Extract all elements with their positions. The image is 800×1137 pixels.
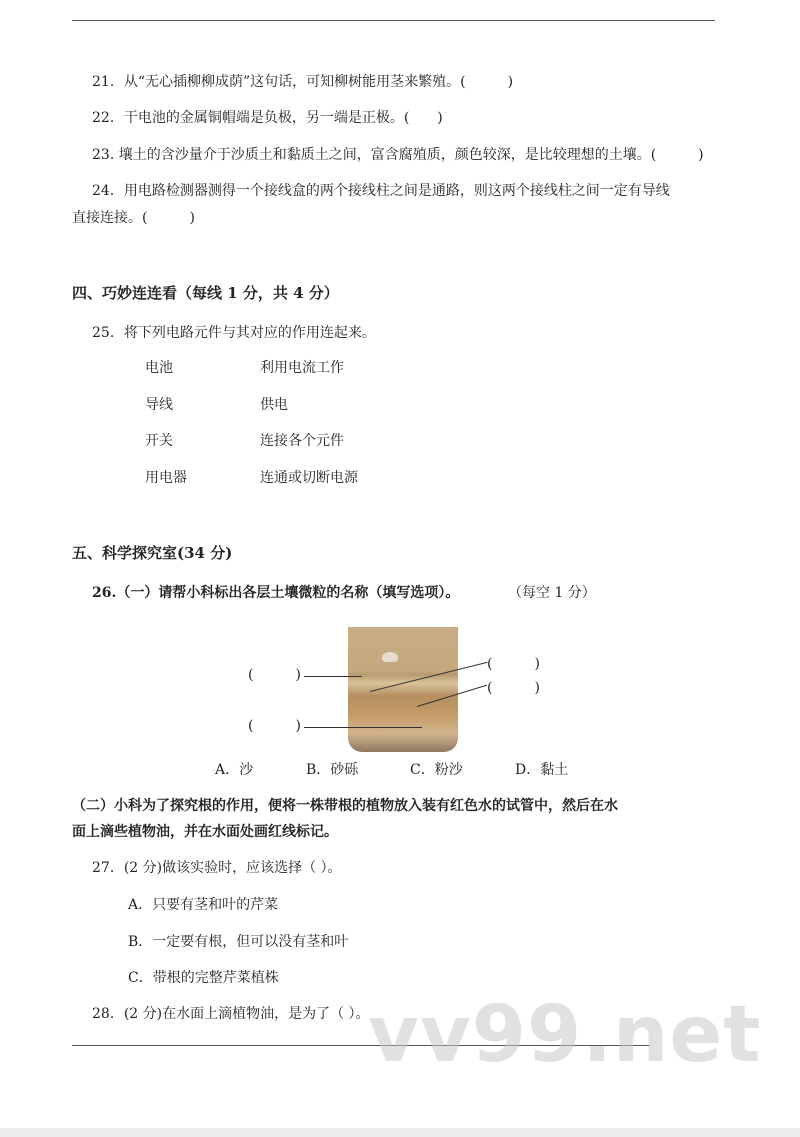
- question-21: 21．从“无心插柳柳成荫”这句话，可知柳树能用茎来繁殖。( ): [92, 74, 514, 90]
- question-27: 27．(2 分)做该实验时，应该选择（ ）。: [92, 860, 342, 876]
- match-right-item: 利用电流工作: [260, 360, 344, 376]
- section-5-heading: 五、科学探究室(34 分): [72, 544, 233, 562]
- option-b: B．砂砾: [306, 762, 359, 778]
- watermark: vv99.net: [368, 990, 762, 1080]
- question-25: 25．将下列电路元件与其对应的作用连起来。: [92, 325, 376, 341]
- question-26: 26.（一）请帮小科标出各层土壤微粒的名称（填写选项）。: [92, 585, 460, 601]
- match-right-item: 连通或切断电源: [260, 470, 358, 486]
- label-line: [304, 727, 422, 728]
- label-line: [304, 676, 362, 677]
- match-right-item: 连接各个元件: [260, 433, 344, 449]
- question-28: 28．(2 分)在水面上滴植物油，是为了（ ）。: [92, 1006, 370, 1022]
- option-d: D．黏土: [515, 762, 569, 778]
- question-22: 22．干电池的金属铜帽端是负极，另一端是正极。( ): [92, 110, 443, 126]
- blank-left-top: ( ): [248, 667, 301, 683]
- option-c: C．粉沙: [410, 762, 463, 778]
- pebble: [382, 652, 398, 662]
- q27-option-a: A．只要有茎和叶的芹菜: [128, 897, 279, 913]
- part-2-line2: 面上滴些植物油，并在水面处画红线标记。: [72, 824, 338, 840]
- q27-option-c: C．带根的完整芹菜植株: [128, 970, 279, 986]
- blank-right-middle: ( ): [487, 680, 540, 696]
- question-24-line1: 24．用电路检测器测得一个接线盒的两个接线柱之间是通路，则这两个接线柱之间一定有导线: [92, 183, 670, 199]
- question-24-line2: 直接连接。( ): [72, 210, 195, 226]
- match-left-item: 用电器: [145, 470, 187, 486]
- match-left-item: 开关: [145, 433, 173, 449]
- match-right-item: 供电: [260, 397, 288, 413]
- blank-left-bottom: ( ): [248, 718, 301, 734]
- q27-option-b: B．一定要有根，但可以没有茎和叶: [128, 934, 349, 950]
- section-4-heading: 四、巧妙连连看（每线 1 分，共 4 分）: [72, 284, 339, 302]
- match-left-item: 电池: [145, 360, 173, 376]
- option-a: A．沙: [215, 762, 254, 778]
- match-left-item: 导线: [145, 397, 173, 413]
- soil-beaker-image: [348, 627, 458, 752]
- blank-right-top: ( ): [487, 656, 540, 672]
- part-2-line1: （二）小科为了探究根的作用，便将一株带根的植物放入装有红色水的试管中，然后在水: [72, 798, 618, 814]
- question-26-note: （每空 1 分）: [508, 585, 596, 601]
- page-bottom-edge: [0, 1128, 800, 1137]
- top-rule: [72, 20, 715, 21]
- question-23: 23. 壤土的含沙量介于沙质土和黏质土之间，富含腐殖质，颜色较深，是比较理想的土壤。( ): [92, 147, 704, 163]
